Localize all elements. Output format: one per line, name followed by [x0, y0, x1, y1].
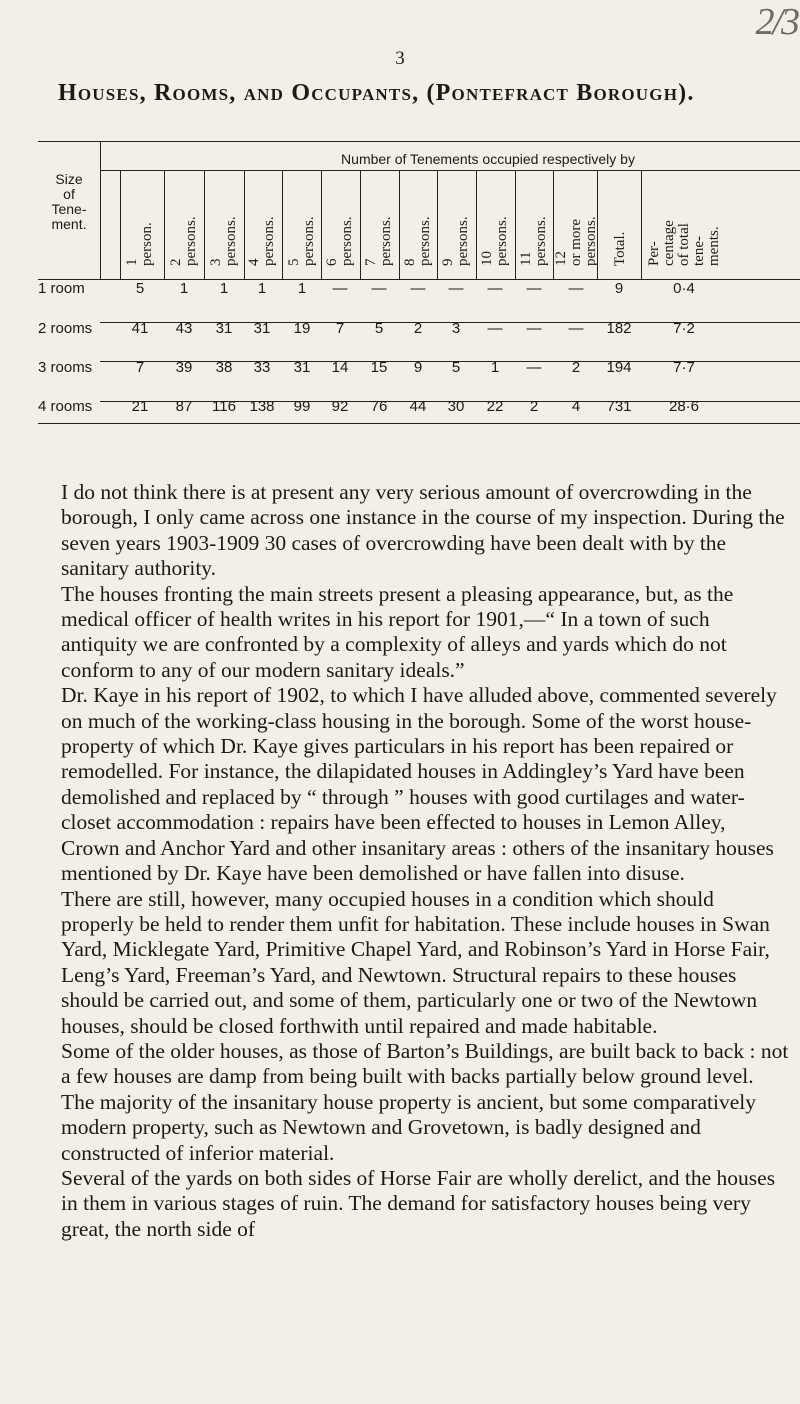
paragraph: Some of the older houses, as those of Barton’s Buildings, are built back to back : not a few houses are damp from being built with backs partially below ground level. — [61, 1038, 789, 1089]
table-cell: 182 — [606, 320, 632, 337]
column-header — [441, 158, 471, 266]
column-rule — [321, 170, 322, 280]
report-body — [61, 480, 789, 1242]
table-cell: 19 — [293, 320, 311, 337]
column-header-line: 4 — [246, 258, 262, 266]
table-cell: — — [448, 280, 464, 297]
table-cell: 1 — [219, 280, 229, 297]
table-cell: 28·6 — [668, 398, 700, 415]
column-header-line: ments. — [705, 226, 722, 266]
column-rule — [360, 170, 361, 280]
column-rule — [476, 170, 477, 280]
column-header-line: persons. — [533, 216, 549, 266]
table-cell: 99 — [293, 398, 311, 415]
column-header-line: person. — [139, 222, 155, 266]
table-cell: 76 — [370, 398, 388, 415]
table-cell: — — [487, 320, 503, 337]
column-header-line: of total — [675, 223, 692, 266]
paragraph: The majority of the insanitary house property is ancient, but some comparatively modern property, such as Newtown and Grovetown, is badly designed and constructed of inferior material. — [61, 1089, 756, 1165]
row-label: 1 room — [38, 280, 85, 297]
column-header-line: persons. — [223, 216, 239, 266]
column-header — [480, 158, 510, 266]
column-header-line: 8 — [402, 258, 418, 266]
column-header-line: 3 — [208, 258, 224, 266]
table-cell: 7 — [135, 359, 145, 376]
table-cell: 44 — [409, 398, 427, 415]
table-cell: 15 — [370, 359, 388, 376]
archive-corner-mark: 2/3 — [755, 1, 798, 43]
table-cell: 5 — [451, 359, 461, 376]
column-header — [519, 158, 549, 266]
paragraph: Dr. Kaye in his report of 1902, to which I have alluded above, commented severely on much of the working-class housing in the borough. Some of the worst house-property of which Dr. Kaye gives particulars in his report has been repaired or remodelled. For instance, the dilapidated houses in Addingley’s Yard have been demolished and replaced by “ through ” houses with good curtilages and water-closet accommodation : repairs have been effected to houses in Lemon Alley, Crown and Anchor Yard and other insanitary areas : others of the insanitary houses mentioned by Dr. Kaye have been demolished or have fallen into disuse. — [61, 683, 777, 886]
table-cell: — — [526, 280, 542, 297]
column-header-line: tene- — [690, 236, 707, 266]
table-cell: 14 — [331, 359, 349, 376]
table-cell: 22 — [486, 398, 504, 415]
table-cell: 1 — [179, 280, 189, 297]
column-rule — [282, 170, 283, 280]
table-cell: — — [371, 280, 387, 297]
table-cell: 39 — [175, 359, 193, 376]
table-cell: 43 — [175, 320, 193, 337]
column-header-line: 11 — [518, 251, 534, 266]
size-header-line: Size — [55, 171, 83, 187]
column-header-line: 1 — [124, 258, 140, 266]
column-header — [209, 158, 239, 266]
table-cell: 5 — [374, 320, 384, 337]
table-cell: 87 — [175, 398, 193, 415]
table-cell: 1 — [490, 359, 500, 376]
column-header — [169, 158, 199, 266]
table-cell: 33 — [253, 359, 271, 376]
column-header — [403, 158, 433, 266]
row-label: 2 rooms — [38, 320, 93, 337]
table-cell: 2 — [529, 398, 539, 415]
paragraph: The houses fronting the main streets present a pleasing appearance, but, as the medical officer of health writes in his report for 1901,—“ In a town of such antiquity we are confronted by a complexity of alleys and yards which do not conform to any of our modern sanitary ideals.” — [61, 581, 734, 682]
size-of-tenement-header — [38, 172, 100, 232]
paragraph: I do not think there is at present any very serious amount of overcrowding in the borough, I only came across one instance in the course of my inspection. During the seven years 1903-1909 30 cases of overcrowding have been dealt with by the sanitary authority. — [61, 480, 785, 581]
table-cell: — — [526, 320, 542, 337]
column-rule — [399, 170, 400, 280]
table-top-rule — [38, 141, 800, 142]
column-header-line: persons. — [261, 216, 277, 266]
row-label: 3 rooms — [38, 359, 93, 376]
paragraph: Several of the yards on both sides of Horse Fair are wholly derelict, and the houses in them in various stages of ruin. The demand for satisfactory houses being very great, the north side of — [61, 1165, 776, 1241]
size-header-line: of — [63, 186, 75, 202]
table-cell: 30 — [447, 398, 465, 415]
table-cell: 31 — [215, 320, 233, 337]
column-rule — [120, 170, 121, 280]
table-cell: 92 — [331, 398, 349, 415]
column-header-line: 7 — [363, 258, 379, 266]
table-cell: 21 — [131, 398, 149, 415]
column-header-line: or more — [567, 218, 584, 266]
column-header — [287, 158, 317, 266]
column-header — [612, 158, 627, 266]
table-cell: — — [568, 320, 584, 337]
column-header — [647, 158, 722, 266]
table-bottom-rule — [38, 423, 800, 424]
table-size-column-rule — [100, 141, 101, 280]
table-cell: 4 — [571, 398, 581, 415]
table-cell: 194 — [606, 359, 632, 376]
table-cell: 9 — [413, 359, 423, 376]
column-header-line: 2 — [168, 258, 184, 266]
table-cell: 3 — [451, 320, 461, 337]
column-header-line: 10 — [479, 251, 495, 266]
column-header — [247, 158, 277, 266]
column-header-line: persons. — [183, 216, 199, 266]
table-cell: — — [526, 359, 542, 376]
column-header-line: persons. — [455, 216, 471, 266]
column-header-line: 9 — [440, 258, 456, 266]
column-header-line: persons. — [378, 216, 394, 266]
table-cell: 138 — [249, 398, 275, 415]
table-cell: 41 — [131, 320, 149, 337]
column-header — [325, 158, 355, 266]
column-header-line: persons. — [301, 216, 317, 266]
column-rule — [641, 170, 642, 280]
size-header-line: Tene- — [51, 201, 87, 217]
column-header-line: persons. — [494, 216, 510, 266]
table-cell: 116 — [212, 398, 236, 415]
table-cell: — — [568, 280, 584, 297]
table-cell: 7 — [335, 320, 345, 337]
column-header-line: 5 — [286, 258, 302, 266]
table-cell: 7·7 — [673, 359, 695, 376]
column-header-line: Per- — [645, 241, 662, 266]
column-rule — [244, 170, 245, 280]
paragraph: There are still, however, many occupied houses in a condition which should properly be held to render them unfit for habitation. These include houses in Swan Yard, Micklegate Yard, Primitive Chapel Yard, and Robinson’s Yard in Horse Fair, Leng’s Yard, Freeman’s Yard, and Newtown. Structural repairs to these houses should be carried out, and some of them, particularly one or two of the Newtown houses, should be closed forthwith until repaired and made habitable. — [61, 886, 770, 1038]
table-cell: 731 — [606, 398, 632, 415]
column-rule — [437, 170, 438, 280]
row-label: 4 rooms — [38, 398, 93, 415]
column-rule — [204, 170, 205, 280]
table-cell: 0·4 — [673, 280, 695, 297]
column-header-line: 6 — [324, 258, 340, 266]
table-cell: 1 — [257, 280, 267, 297]
column-header-line: persons. — [339, 216, 355, 266]
column-rule — [515, 170, 516, 280]
page-title: Houses, Rooms, and Occupants, (Pontefract Borough). — [58, 80, 695, 106]
column-header-line: persons. — [417, 216, 433, 266]
table-cell: 2 — [571, 359, 581, 376]
column-header — [554, 158, 599, 266]
table-cell: 2 — [413, 320, 423, 337]
column-header — [364, 158, 394, 266]
occupancy-table — [0, 0, 800, 440]
table-cell: 9 — [614, 280, 624, 297]
size-header-line: ment. — [51, 216, 87, 232]
table-cell: 38 — [215, 359, 233, 376]
column-rule — [164, 170, 165, 280]
tenements-occupied-header: Number of Tenements occupied respectively by — [341, 151, 635, 167]
column-header-line: centage — [660, 220, 677, 266]
column-header-line: Total. — [611, 231, 628, 266]
table-cell: — — [332, 280, 348, 297]
column-header-line: persons. — [582, 216, 599, 266]
table-cell: — — [410, 280, 426, 297]
table-cell: — — [487, 280, 503, 297]
column-header — [125, 158, 155, 266]
table-cell: 1 — [297, 280, 307, 297]
table-cell: 5 — [135, 280, 145, 297]
table-cell: 7·2 — [673, 320, 695, 337]
column-header-line: 12 — [552, 251, 569, 266]
table-cell: 31 — [293, 359, 311, 376]
table-cell: 31 — [253, 320, 271, 337]
page-number: 3 — [395, 48, 405, 69]
